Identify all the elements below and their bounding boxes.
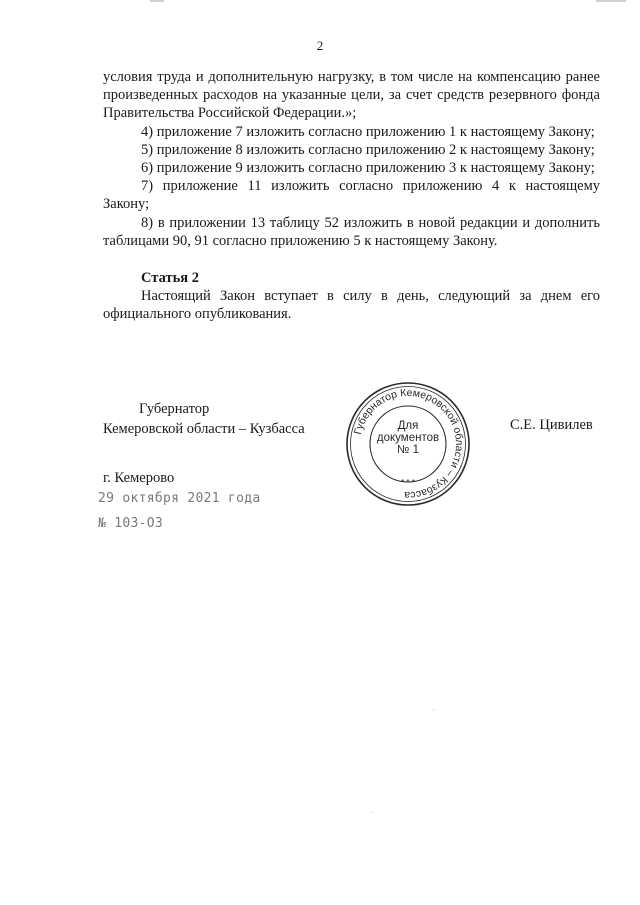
list-item-5: 5) приложение 8 изложить согласно приложению 2 к настоящему Закону; [141,141,595,158]
signature-title-line1: Губернатор [139,401,210,417]
list-item-8: 8) в приложении 13 таблицу 52 изложить в новой редакции и дополнить таблицами 90, 91 согласно приложению 5 к настоящему Закону. [103,214,600,249]
signer-name: С.Е. Цивилев [510,417,593,433]
signature-title-line2: Кемеровской области – Кузбасса [103,421,305,437]
scan-artifact-top-right [596,0,626,2]
stamped-date: 29 октября 2021 года [98,491,261,506]
scan-artifact-top-left [150,0,164,2]
list-item-4: 4) приложение 7 изложить согласно приложению 1 к настоящему Закону; [141,123,595,140]
scan-speck [371,812,372,813]
official-seal [344,380,472,508]
list-item-6: 6) приложение 9 изложить согласно приложению 3 к настоящему Закону; [141,160,595,177]
city: г. Кемерово [103,470,175,486]
seal-center-line3: № 1 [397,444,419,456]
list-item-7: 7) приложение 11 изложить согласно приложению 4 к настоящему Закону; [103,178,600,213]
scan-speck [433,709,434,710]
stamped-law-number: № 103-ОЗ [98,516,164,531]
seal-center-line1: Для [397,420,419,432]
seal-stars: * * * [401,478,415,487]
paragraph-continuation: условия труда и дополнительную нагрузку, в том числе на компенсацию ранее произведенных расходов на указанные цели, за счет средств резервного фонда Правительства Российской Федерации.»; [103,69,600,122]
signature-title [103,399,305,439]
seal-center-text [372,420,444,456]
seal-ring-text: Губернатор Кемеровской области – Кузбасса [352,386,466,502]
document-body [103,68,600,324]
article-heading: Статья 2 [141,270,199,287]
article-text: Настоящий Закон вступает в силу в день, следующий за днем его официального опубликования. [103,288,600,323]
seal-center-line2: документов [376,432,440,444]
page-number: 2 [316,38,324,53]
